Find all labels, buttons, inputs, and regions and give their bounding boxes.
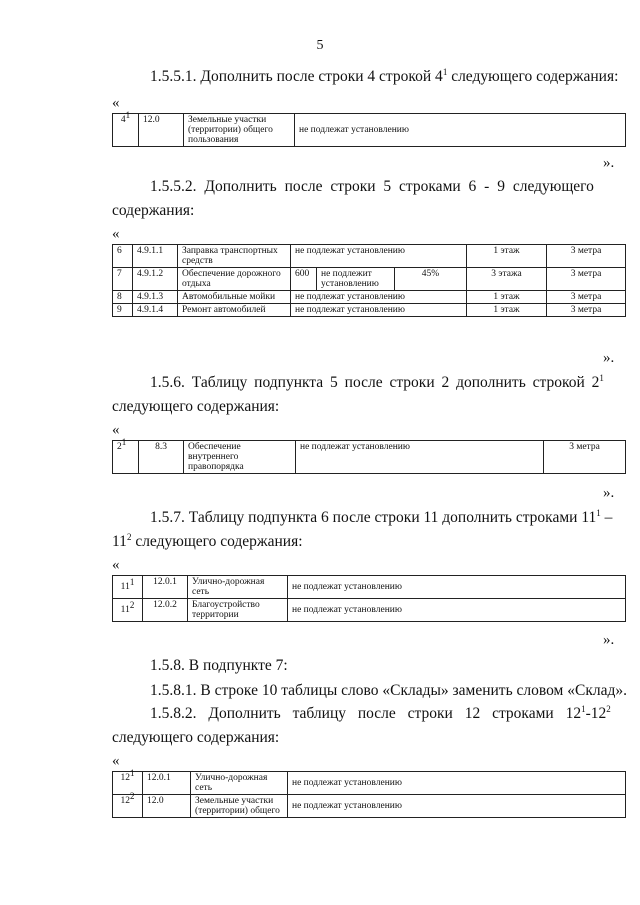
row-value: не подлежат установлению xyxy=(295,114,626,147)
paragraph-text: 1.5.8.2. Дополнить таблицу после строки 12 строками 12 xyxy=(150,705,582,722)
superscript: 1 xyxy=(599,372,604,383)
row-name: Земельные участки (территории) общего xyxy=(191,795,288,818)
row-floors: 1 этаж xyxy=(467,304,547,317)
row-name: Заправка транспортных средств xyxy=(178,245,291,268)
row-value: не подлежат установлению xyxy=(296,441,544,474)
paragraph-text: -12 xyxy=(585,705,607,722)
page-number: 5 xyxy=(316,38,324,53)
row-code: 12.0.1 xyxy=(143,772,191,795)
row-number: $4^1$ xyxy=(113,114,139,147)
row-value: не подлежат установлению xyxy=(288,576,626,599)
paragraph-text: 1.5.7. Таблицу подпункта 6 после строки 11 дополнить строками 11 xyxy=(150,509,597,526)
close-quote: ». xyxy=(603,485,615,501)
open-quote: « xyxy=(112,753,120,769)
row-number: $12^2$ xyxy=(113,795,143,818)
row-name: Земельные участки (территории) общего пользования xyxy=(184,114,295,147)
table-row xyxy=(113,114,626,147)
row-code: 12.0 xyxy=(143,795,191,818)
table-row xyxy=(113,441,626,474)
open-quote: « xyxy=(112,226,120,242)
row-name: Улично-дорожная сеть xyxy=(188,576,288,599)
row-value: не подлежат установлению xyxy=(288,599,626,622)
table-row xyxy=(113,245,626,268)
row-code: 4.9.1.4 xyxy=(133,304,178,317)
row-number: $11^1$ xyxy=(113,576,143,599)
row-height: 3 метра xyxy=(547,291,626,304)
row-name: Улично-дорожная сеть xyxy=(191,772,288,795)
table-row xyxy=(113,599,626,622)
superscript: 1 xyxy=(442,66,448,77)
row-name: Обеспечение внутреннего правопорядка xyxy=(184,441,296,474)
superscript: 2 xyxy=(126,531,132,542)
paragraph-1-5-8-1: 1.5.8.1. В строке 10 таблицы слово «Склады» заменить словом «Склад». xyxy=(150,682,627,699)
table-1-5-7 xyxy=(112,575,626,622)
row-name: Автомобильные мойки xyxy=(178,291,291,304)
open-quote: « xyxy=(112,557,120,573)
row-value: не подлежат установлению xyxy=(291,245,467,268)
row-code: 12.0.1 xyxy=(143,576,188,599)
row-code: 4.9.1.1 xyxy=(133,245,178,268)
row-height: 3 метра xyxy=(544,441,626,474)
table-row xyxy=(113,268,626,291)
paragraph-text: 1.5.5.1. Дополнить после строки 4 строкой 4 xyxy=(150,68,443,85)
close-quote: ». xyxy=(603,350,615,366)
table-row xyxy=(113,304,626,317)
row-code: 4.9.1.2 xyxy=(133,268,178,291)
row-code: 12.0 xyxy=(139,114,184,147)
row-value: не подлежат установлению xyxy=(291,304,467,317)
paragraph-1-5-8-2 xyxy=(150,705,611,723)
open-quote: « xyxy=(112,422,120,438)
row-percent: 45% xyxy=(395,268,467,291)
paragraph-text: следующего содержания: xyxy=(131,533,303,550)
paragraph-1-5-8: 1.5.8. В подпункте 7: xyxy=(150,657,288,674)
close-quote: ». xyxy=(603,155,615,171)
table-1-5-6 xyxy=(112,437,626,474)
table-1-5-5-1 xyxy=(112,110,626,147)
paragraph-1-5-5-2: 1.5.5.2. Дополнить после строки 5 строками 6 - 9 следующего xyxy=(150,178,594,195)
table-row xyxy=(113,772,626,795)
row-name: Благоустройство территории xyxy=(188,599,288,622)
row-number: $12^1$ xyxy=(113,772,143,795)
row-height: 3 метра xyxy=(547,304,626,317)
paragraph-text: 11 xyxy=(112,533,127,550)
row-floors: 3 этажа xyxy=(467,268,547,291)
row-floors: 1 этаж xyxy=(467,245,547,268)
row-value: не подлежат установлению xyxy=(288,772,626,795)
row-max-area: не подлежит установлению xyxy=(317,268,395,291)
close-quote: ». xyxy=(603,632,615,648)
paragraph-1-5-5-1 xyxy=(150,68,618,86)
paragraph-1-5-7 xyxy=(150,509,612,527)
superscript: 1 xyxy=(581,703,586,714)
row-value: не подлежат установлению xyxy=(288,795,626,818)
superscript: 2 xyxy=(606,703,611,714)
paragraph-text: – xyxy=(600,509,613,526)
table-row xyxy=(113,576,626,599)
row-number: 7 xyxy=(113,268,133,291)
paragraph-text: следующего содержания: xyxy=(447,68,619,85)
row-code: 4.9.1.3 xyxy=(133,291,178,304)
row-name: Обеспечение дорожного отдыха xyxy=(178,268,291,291)
row-height: 3 метра xyxy=(547,245,626,268)
row-min-area: 600 xyxy=(291,268,317,291)
paragraph-1-5-6-cont: следующего содержания: xyxy=(112,398,280,415)
row-code: 8.3 xyxy=(139,441,184,474)
row-number: 8 xyxy=(113,291,133,304)
table-row xyxy=(113,795,626,818)
row-code: 12.0.2 xyxy=(143,599,188,622)
row-number: $2^1$ xyxy=(113,441,139,474)
row-name: Ремонт автомобилей xyxy=(178,304,291,317)
row-floors: 1 этаж xyxy=(467,291,547,304)
superscript: 1 xyxy=(596,507,601,518)
paragraph-1-5-8-2-cont: следующего содержания: xyxy=(112,729,280,746)
row-number: $11^2$ xyxy=(113,599,143,622)
open-quote: « xyxy=(112,95,120,111)
row-number: 6 xyxy=(113,245,133,268)
paragraph-1-5-5-2-cont: содержания: xyxy=(112,202,195,219)
row-number: 9 xyxy=(113,304,133,317)
table-1-5-5-2 xyxy=(112,244,626,317)
row-height: 3 метра xyxy=(547,268,626,291)
paragraph-1-5-7-cont xyxy=(112,533,303,551)
paragraph-text: 1.5.6. Таблицу подпункта 5 после строки 2 дополнить строкой 2 xyxy=(150,374,600,391)
table-row xyxy=(113,291,626,304)
row-value: не подлежат установлению xyxy=(291,291,467,304)
table-1-5-8-2 xyxy=(112,768,626,818)
paragraph-1-5-6 xyxy=(150,374,604,392)
